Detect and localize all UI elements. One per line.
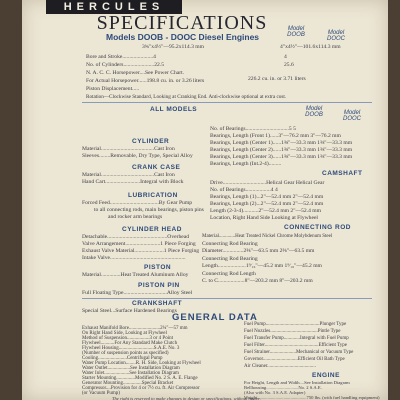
top-row-bore-dooc: 4"x4½"—101.6x114.3 mm [280, 44, 341, 50]
gen-row: Exhaust Manifold Bore.........................2¼"—57 mm [82, 326, 188, 331]
connecting-rod-row: Diameter...............2⅝"—63.5 mm 2⅝"—63.5 mm [202, 248, 315, 254]
camshaft-row: No. of Bearings..................4 4 [210, 187, 278, 193]
bearing-row: Bearings, Length (Center 1)......1⅜"—33.3 mm 1⅜"—33.3 mm [210, 140, 353, 146]
cylinder-head-row: Exhaust Valve Material.....................1 Piece Forging [82, 248, 200, 254]
camshaft-row: Bearings, Length (1)...2"—52.4 mm 2"—52.4 mm [210, 194, 324, 200]
lubrication-heading: LUBRICATION [128, 192, 178, 199]
crankcase-heading: CRANK CASE [132, 164, 181, 171]
general-data-heading: GENERAL DATA [172, 312, 258, 323]
model-label-doob: Model DOOB [287, 26, 305, 38]
bearing-row: Bearings, Length (Center 2)......1⅜"—33.3 mm 1⅜"—33.3 mm [210, 147, 353, 153]
crankshaft-row: Special Steel...Surface Hardened Bearings [82, 308, 177, 314]
gen-right-row: Fuel Transfer Pump.............Integral with Fuel Pump [244, 336, 349, 341]
lubrication-row: to all connecting rods, main bearings, piston pins [94, 207, 204, 213]
crankcase-row: Hand Cart.........................Integral with Block [82, 179, 184, 185]
connecting-rod-row: Connecting Rod Bearing [202, 256, 258, 262]
cylinder-head-row: Valve Arrangement.........................1 Piece Forging [82, 241, 196, 247]
top-row-disp: For Actual Horsepower......198.8 cu. in. or 3.26 liters [86, 78, 205, 84]
cylinder-heading: CYLINDER [132, 138, 170, 145]
bearing-row: Bearings, Length (Int.2-4)......... [210, 161, 282, 167]
top-row-nacc: No. of Cylinders......................22.5 [86, 62, 164, 68]
cylinder-row: Sleeves........Removable, Dry Type, Special Alloy [82, 153, 193, 159]
connecting-rod-row: Connecting Rod Bearing [202, 241, 258, 247]
connecting-rod-row: C. to C...................8"—203.2 mm 8"—203.2 mm [202, 278, 313, 284]
connecting-rod-row: Connecting Rod Length [202, 271, 256, 277]
model-label-dooc: Model DOOC [327, 30, 345, 42]
camshaft-row: Location, Right Hand Side Looking at Flywheel [210, 215, 318, 221]
gen-right-row: Air Cleaner....................................... [244, 364, 316, 369]
divider [82, 102, 372, 103]
camshaft-row: Drive...............................Helical Gear Helical Gear [210, 180, 325, 186]
top-row-cyl-dooc: 4 [284, 54, 287, 60]
connecting-rod-row: Material.............Heat Treated Nickel Chrome Molybdenum Steel [202, 234, 333, 239]
gen-row: Water Outlet..................See Installation Diagram [82, 366, 180, 371]
all-models-heading: ALL MODELS [150, 106, 198, 113]
gen-row: Water Pump Location........R. H. Side, Looking at Flywheel [82, 361, 201, 366]
piston-row: Material..............Heat Treated Aluminum Alloy [82, 272, 189, 278]
bearing-row: Bearings, Length (Front 1)......3"—76.2 mm 3"—76.2 mm [210, 133, 341, 139]
right-model-label-doob: Model DOOB [305, 106, 323, 118]
gen-right-row: Fuel Strainer.....................Mechanical or Vacuum Type [244, 350, 354, 355]
piston-heading: PISTON [144, 264, 172, 271]
connecting-rod-heading: CONNECTING ROD [284, 224, 351, 231]
bearing-row: No. of Bearings...............................5 5 [210, 126, 296, 132]
models-subtitle: Models DOOB - DOOC Diesel Engines [106, 32, 260, 42]
footer-note: The right is reserved to make changes in design or specifications, without notice. [112, 396, 261, 400]
piston-pin-row: Full Floating Type...............................Alloy Steel [82, 290, 193, 296]
page-title: SPECIFICATIONS [96, 12, 268, 34]
gen-row: Cooling.......................Centrifugal Pump [82, 356, 163, 361]
crankshaft-heading: CRANKSHAFT [132, 300, 183, 307]
gen-right-row: Fuel Pump...........................................Plunger Type [244, 322, 347, 327]
divider [82, 298, 372, 299]
camshaft-heading: CAMSHAFT [322, 170, 363, 177]
lubrication-row: Forced Feed...................................By Gear Pump [82, 200, 192, 206]
top-row-piston: Piston Displacement..... [86, 86, 140, 92]
engine-row: Weight...........................................750 lbs. (with fuel handling equipment) [244, 395, 380, 400]
top-row-bore: 3¾"x4½"—95.2x114.3 mm [142, 44, 205, 50]
gen-right-row: Fuel Nozzles......................................Pintle Type [244, 329, 341, 334]
bearing-row: Bearings, Length (Center 3)......1⅜"—33.3 mm 1⅜"—33.3 mm [210, 154, 353, 160]
connecting-rod-row: Length....................1⁹⁄₁₆"—45.2 mm 1⁹⁄₁₆"—45.2 mm [202, 263, 322, 269]
crankcase-row: Material......................................Cast Iron [82, 172, 175, 178]
gen-right-row: Fuel Filter...........................................Efficient Type [244, 343, 347, 348]
top-row-rotation: Rotation—Clockwise Standard, Looking at Cranking End. Anti-clockwise optional at extra cost. [86, 94, 287, 100]
cylinder-head-row: Intake Valve...................................................... [82, 255, 186, 261]
camshaft-row: Length (2-3-4)...........2"—52.4 mm 2"—52.4 mm [210, 208, 321, 214]
gen-row: Method of Suspension..................3 or 4 Point [82, 336, 173, 341]
lubrication-row: and rocker arm bearings [108, 214, 163, 220]
gen-row: (Number of suspension points as specified) [82, 351, 169, 356]
top-row-disp-dooc: 226.2 cu. in. or 3.71 liters [248, 76, 306, 82]
camshaft-row: Bearings, Length (2)...2"—52.4 mm 2"—52.4 mm [210, 201, 324, 207]
cylinder-row: Material......................................Cast Iron [82, 146, 175, 152]
gen-row: Generator Mounting...............Special Bracket [82, 381, 174, 386]
gen-row: Water Inlet....................See Installation Diagram [82, 371, 179, 376]
cylinder-head-row: Detachable...........................................Overhead [82, 234, 190, 240]
cylinder-head-heading: CYLINDER HEAD [122, 226, 182, 233]
gen-row: Flywheel...........For Any Standard Make Clutch [82, 341, 178, 346]
top-row-cyl: Bore and Stroke......................4 [86, 54, 156, 60]
right-model-label-dooc: Model DOOC [343, 110, 361, 122]
gen-row: Starter Mounting...............Modified No. 2 S. A. E. Flange [82, 376, 198, 381]
gen-right-row: Governor............................Efficient Oil Bath Type [244, 357, 345, 362]
top-row-hp: N. A. C. C. Horsepower....See Power Chart. [86, 70, 185, 76]
gen-row: (or Vacuum Pump) [82, 391, 120, 396]
piston-pin-heading: PISTON PIN [138, 282, 180, 289]
engine-row: Bellhousing............................No. 2 S.A.E. [244, 385, 322, 390]
brand-banner: HERCULES [46, 0, 182, 14]
gen-row: Flywheel Housing............................S.A.E. No. 3 [82, 346, 180, 351]
gen-row: Compressor....Provision for 4 or 7½ cu. ft. Air Compressor [82, 386, 200, 391]
gen-row: On Right Hand Side, Looking at Flywheel [82, 331, 167, 336]
engine-row: For Height, Length and Width....See Installation Diagram [244, 380, 350, 385]
spec-sheet [22, 0, 388, 400]
top-row-nacc-dooc: 25.6 [284, 62, 294, 68]
engine-row: (Also with No. 3 S.A.E. Adapter) [244, 390, 306, 395]
engine-heading: ENGINE [312, 372, 340, 379]
